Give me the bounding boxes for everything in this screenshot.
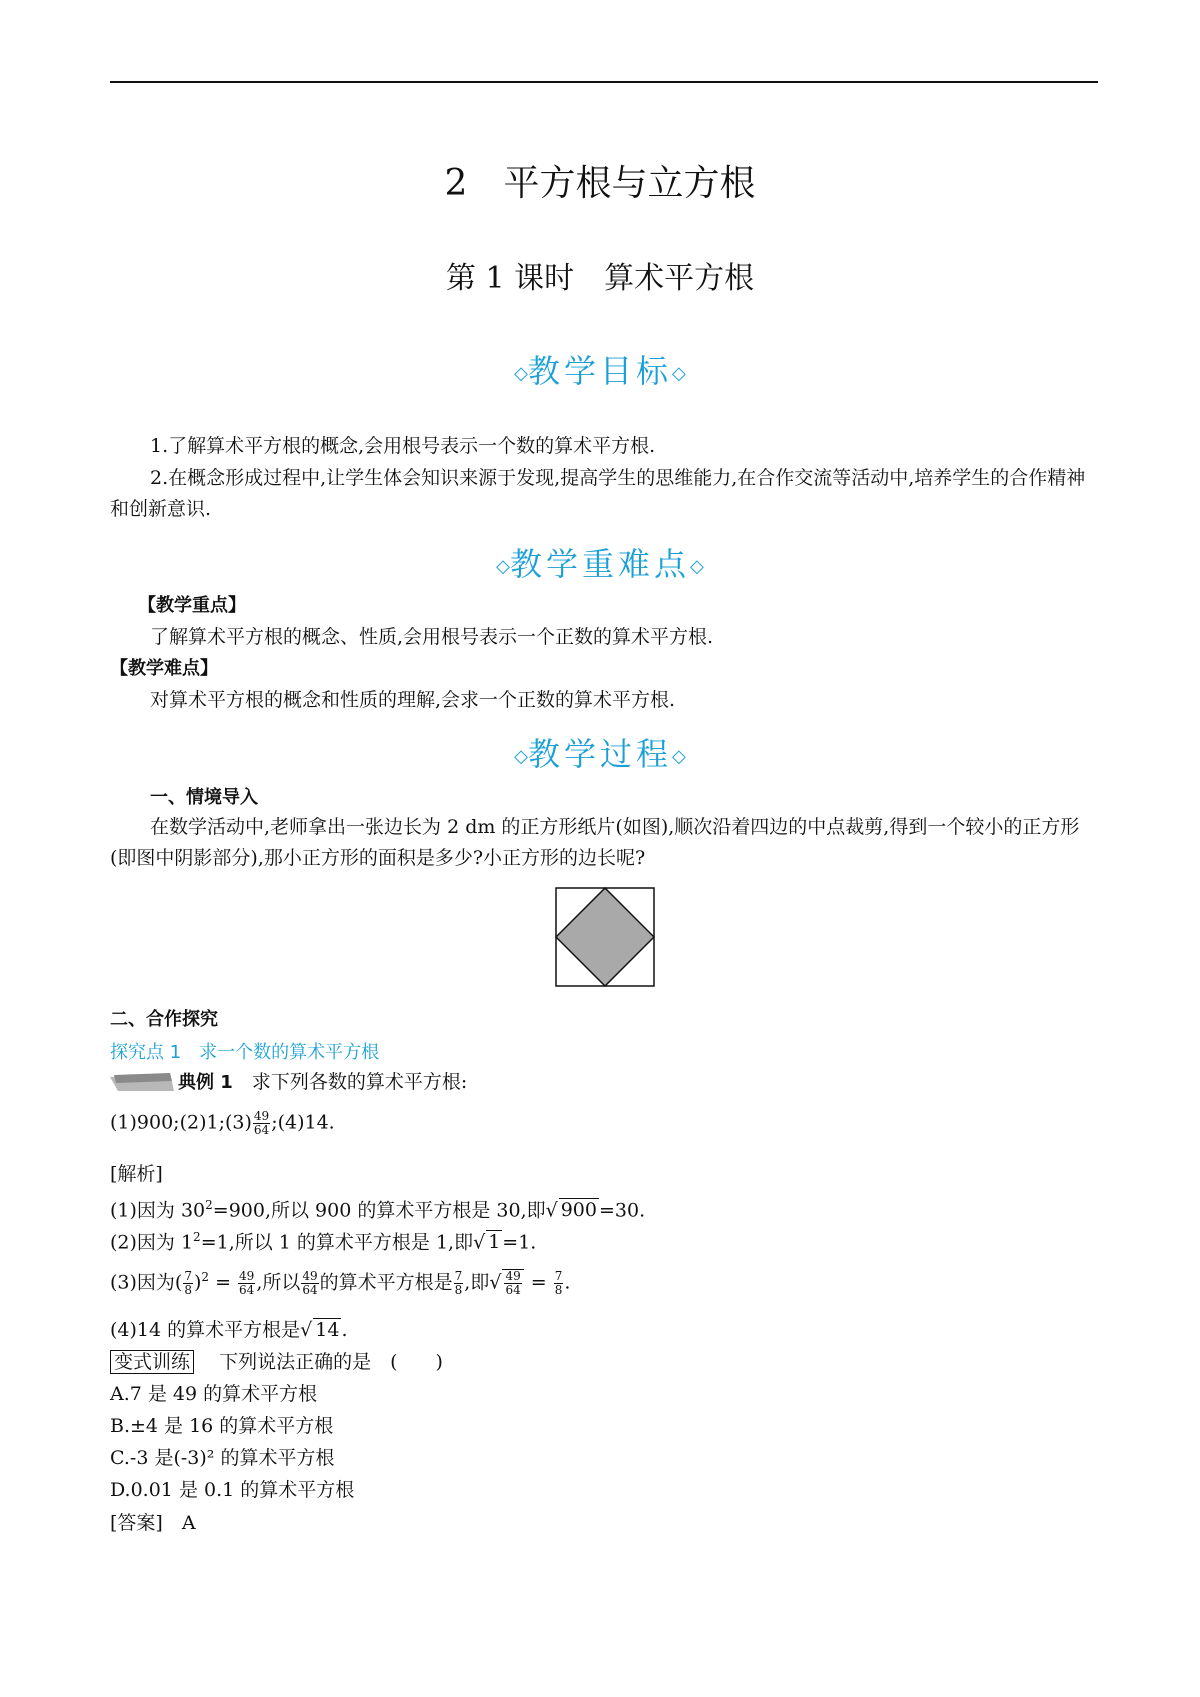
example-line — [178, 1067, 467, 1094]
section-heading-process — [0, 729, 1200, 775]
analysis-line-2: (2)因为 $1^2=1$,所以 1 的算术平方根是 1,即√ 1 =1. — [110, 1230, 537, 1254]
option-d: D.0.01 是 0.1 的算术平方根 — [110, 1479, 355, 1501]
goal-item-2: 2.在概念形成过程中,让学生体会知识来源于发现,提高学生的思维能力,在合作交流等活动中,培养学生的合作精神和创新意识. — [110, 467, 1086, 520]
focus-label: 【教学重点】 — [138, 595, 246, 616]
answer-value: A — [181, 1512, 196, 1534]
diamond-icon: ◇ — [672, 746, 686, 767]
goal-item-1: 1.了解算术平方根的概念,会用根号表示一个数的算术平方根. — [150, 435, 656, 457]
explore-heading: 二、合作探究 — [110, 1009, 218, 1030]
lesson-title: 第 1 课时 算术平方根 — [445, 261, 755, 296]
example-label: 典例 1 — [178, 1072, 233, 1093]
option-b: B.±4 是 16 的算术平方根 — [110, 1415, 334, 1437]
variant-line — [110, 1347, 443, 1378]
analysis-line-3: (3)因为( $\frac{7}{8}$ )$^2$ = $\frac{49}{64}$ ,所以 $\frac{49}{64}$ 的算术平方根是 $\frac{7}{8}$ ,即√ $\frac{49}{64}$ = $\frac{7}{8}$ . — [110, 1268, 571, 1298]
analysis-line-1: (1)因为 $30^2=900$,所以 900 的算术平方根是 30,即√ 900 =30. — [110, 1198, 646, 1222]
diamond-icon: ◇ — [672, 363, 686, 384]
analysis-label: [解析] — [110, 1163, 163, 1185]
option-c: C.-3 是(-3)² 的算术平方根 — [110, 1447, 335, 1469]
difficulty-label: 【教学难点】 — [110, 658, 218, 679]
square-figure — [555, 887, 655, 987]
option-a: A.7 是 49 的算术平方根 — [110, 1383, 318, 1405]
explore-point-label: 探究点 1 求一个数的算术平方根 — [110, 1042, 380, 1063]
intro-text: 在数学活动中,老师拿出一张边长为 2 dm 的正方形纸片(如图),顺次沿着四边的中点裁剪,得到一个较小的正方形(即图中阴影部分),那小正方形的面积是多少?小正方形的边长呢? — [110, 816, 1080, 869]
example-badge-icon — [110, 1073, 174, 1091]
diamond-icon: ◇ — [514, 363, 528, 384]
top-rule — [110, 81, 1098, 83]
example-items — [110, 1110, 335, 1137]
example-text: 求下列各数的算术平方根: — [251, 1071, 468, 1093]
diamond-icon: ◇ — [496, 556, 510, 577]
fraction: $\frac{49}{64}$ — [253, 1109, 270, 1137]
diamond-icon: ◇ — [514, 746, 528, 767]
section-title: 教学过程 — [527, 735, 672, 773]
chapter-title: 2 平方根与立方根 — [444, 163, 756, 204]
answer-label: [答案] — [110, 1512, 163, 1534]
focus-text: 了解算术平方根的概念、性质,会用根号表示一个正数的算术平方根. — [150, 626, 714, 648]
variant-label: 变式训练 — [110, 1350, 194, 1374]
diamond-icon: ◇ — [690, 556, 704, 577]
analysis-line-4: (4)14 的算术平方根是√ 14 . — [110, 1319, 348, 1341]
intro-heading: 一、情境导入 — [150, 787, 258, 808]
section-heading-goals — [0, 346, 1200, 392]
example-items-text: (1)900;(2)1;(3) — [110, 1111, 252, 1134]
difficulty-text: 对算术平方根的概念和性质的理解,会求一个正数的算术平方根. — [150, 689, 676, 711]
section-title: 教学重难点 — [509, 545, 690, 583]
variant-question: 下列说法正确的是 ( ) — [219, 1351, 443, 1373]
section-heading-keypoints — [0, 539, 1200, 585]
example-items-text: ;(4)14. — [271, 1111, 335, 1134]
answer-line — [110, 1508, 196, 1539]
section-title: 教学目标 — [527, 352, 672, 390]
